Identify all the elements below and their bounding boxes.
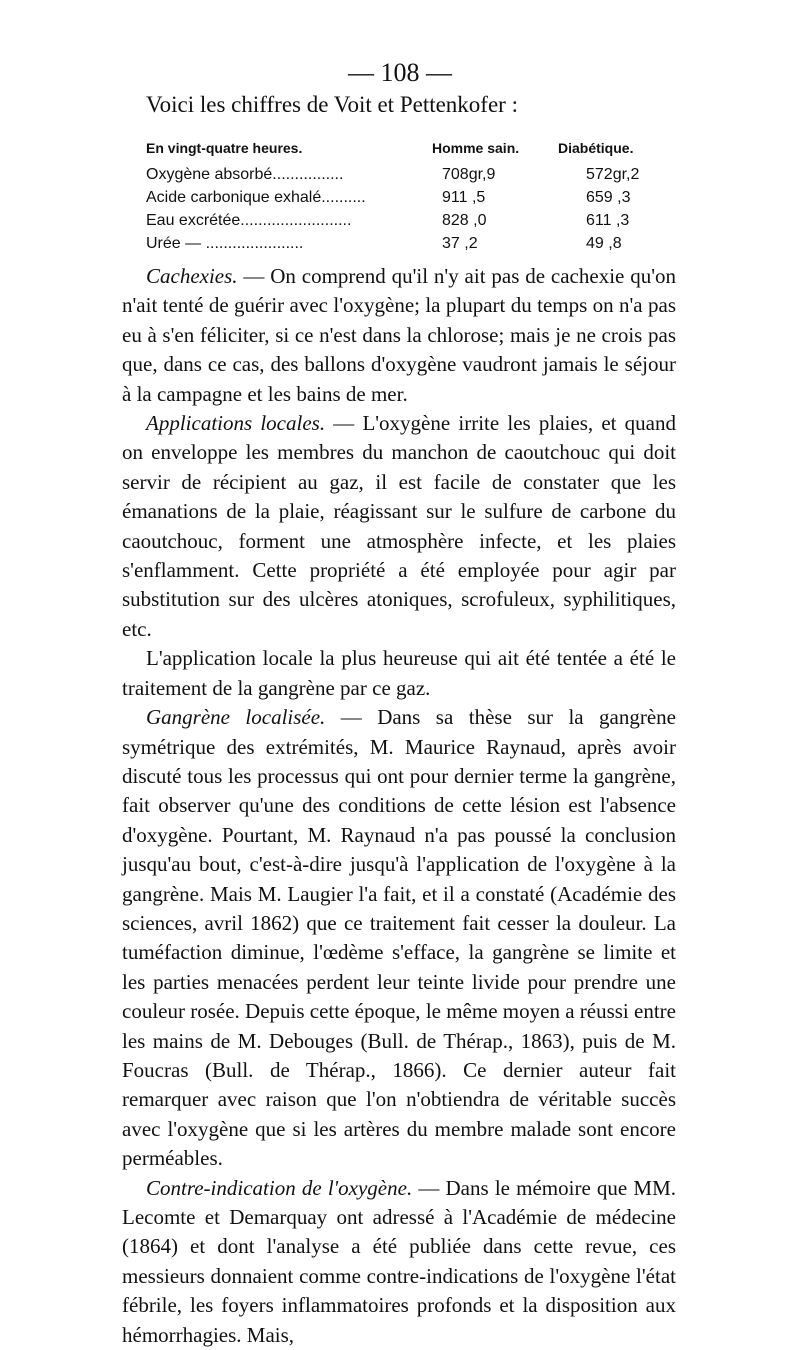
row-label: Eau excrétée.........................	[146, 212, 352, 229]
table-row	[146, 235, 686, 258]
section-title: Applications locales.	[146, 411, 326, 436]
header-period: En vingt-quatre heures.	[146, 140, 303, 156]
paragraph-text: L'application locale la plus heureuse qui ait été tentée a été le traitement de la gangrène par ce gaz.	[122, 646, 676, 700]
paragraph-text: — On comprend qu'il n'y ait pas de cachexie qu'on n'ait tenté de guérir avec l'oxygène; la plupart du temps on n'a pas eu à s'en féliciter, si ce n'est dans la chlorose; mais je ne crois pas que, dans ce cas, des ballons d'oxygène vaudront jamais le séjour à la campagne et les bains de mer.	[122, 264, 676, 406]
paragraph-text: — L'oxygène irrite les plaies, et quand on enveloppe les membres du manchon de caoutchouc qui doit servir de récipient au gaz, il est facile de constater que les émanations de la plaie, réagissant sur le sulfure de carbone du caoutchouc, forment une atmosphère infecte, et les plaies s'enflamment. Cette propriété a été employée pour agir par substitution sur des ulcères atoniques, scrofuleux, syphilitiques, etc.	[122, 411, 676, 641]
row-label: Oxygène absorbé................	[146, 166, 344, 183]
paragraph-cachexies	[122, 262, 676, 409]
row-healthy: 911 ,5	[442, 189, 486, 206]
paragraph-text: — Dans le mémoire que MM. Lecomte et Demarquay ont adressé à l'Académie de médecine (1864) et dont l'analyse a été publiée dans cette revue, ces messieurs donnaient comme contre-indications de l'oxygène l'état fébrile, les foyers inflammatoires profonds et la disposition aux hémorrhagies. Mais,	[122, 1175, 676, 1347]
section-title: Gangrène localisée.	[146, 705, 326, 730]
header-healthy: Homme sain.	[432, 140, 520, 156]
header-diabetic: Diabétique.	[558, 140, 634, 156]
row-healthy: 708gr,9	[442, 166, 496, 183]
paragraph-applications	[122, 409, 676, 644]
table-header	[146, 140, 686, 166]
intro-line: Voici les chiffres de Voit et Pettenkofer :	[146, 92, 518, 117]
table-row	[146, 212, 686, 235]
paragraph-gangrene	[122, 703, 676, 1174]
row-diabetic: 659 ,3	[586, 189, 631, 206]
row-healthy: 37 ,2	[442, 235, 478, 252]
row-label: Urée — ......................	[146, 235, 304, 252]
row-diabetic: 611 ,3	[586, 212, 630, 229]
table-row	[146, 189, 686, 212]
row-diabetic: 49 ,8	[586, 235, 622, 252]
paragraph-application-locale	[122, 644, 676, 703]
page-number: — 108 —	[348, 58, 452, 87]
paragraph-text: — Dans sa thèse sur la gangrène symétrique des extrémités, M. Maurice Raynaud, après avoir discuté tous les processus qui ont pour dernier terme la gangrène, fait observer qu'une des conditions de cette lésion est l'absence d'oxygène. Pourtant, M. Raynaud n'a pas poussé la conclusion jusqu'au bout, c'est-à-dire jusqu'à l'application de l'oxygène à la gangrène. Mais M. Laugier l'a fait, et il a constaté (Académie des sciences, avril 1862) que ce traitement fait cesser la douleur. La tuméfaction diminue, l'œdème s'efface, la gangrène se limite et les parties menacées perdent leur teinte livide pour prendre une couleur rosée. Depuis cette époque, le même moyen a réussi entre les mains de M. Debouges (Bull. de Thérap., 1863), puis de M. Foucras (Bull. de Thérap., 1866). Ce dernier auteur fait remarquer avec raison que l'on n'obtiendra de véritable succès avec l'oxygène que si les artères du membre malade sont encore perméables.	[122, 705, 676, 1171]
section-title: Cachexies.	[146, 264, 238, 288]
data-table	[146, 140, 686, 258]
row-label: Acide carbonique exhalé..........	[146, 189, 366, 206]
row-diabetic: 572gr,2	[586, 166, 640, 183]
section-title: Contre-indication de l'oxygène.	[146, 1175, 413, 1200]
row-healthy: 828 ,0	[442, 212, 487, 229]
table-row	[146, 166, 686, 189]
body-text	[122, 262, 676, 1350]
